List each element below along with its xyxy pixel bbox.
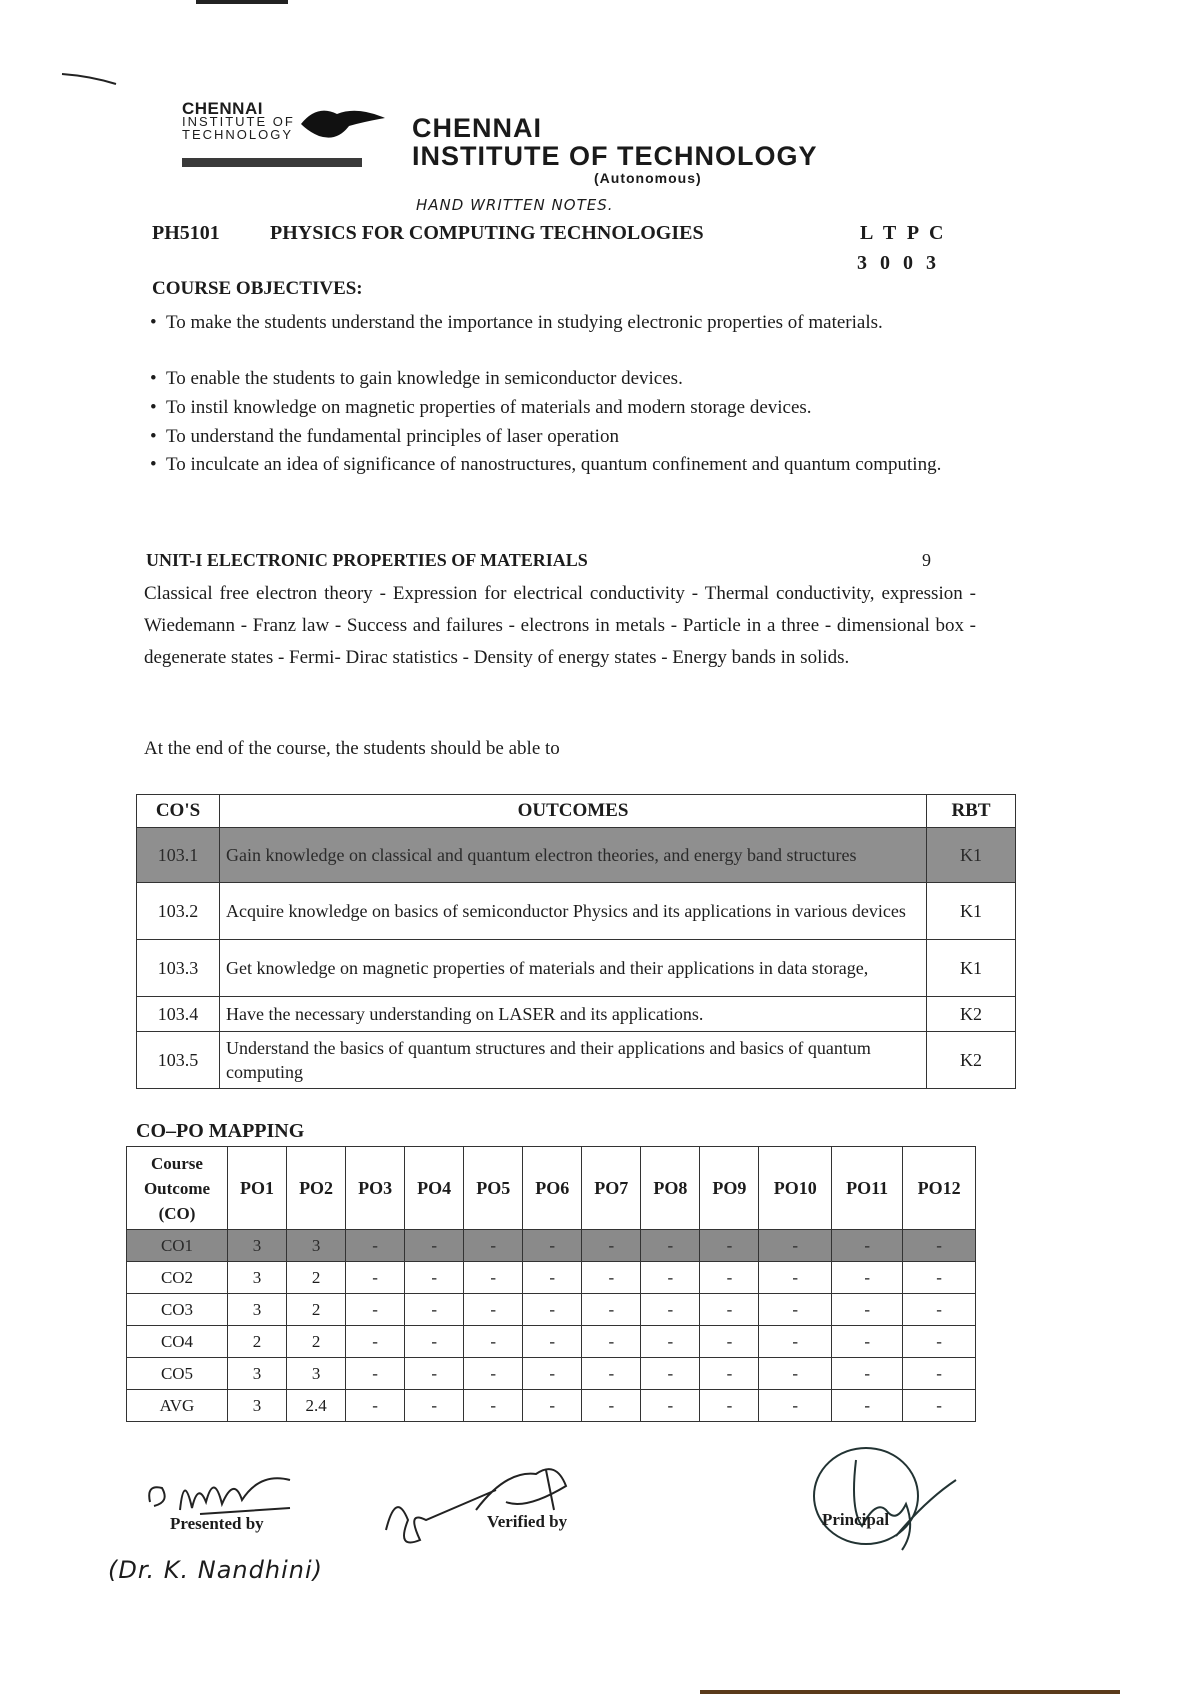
mapping-value-cell: - [903, 1390, 976, 1422]
mapping-value-cell: - [464, 1230, 523, 1262]
mapping-value-cell: - [405, 1230, 464, 1262]
outcomes-header-row [137, 795, 1016, 828]
header-rbt: RBT [927, 795, 1016, 828]
mapping-value-cell: - [759, 1326, 832, 1358]
header-po: PO8 [641, 1147, 700, 1230]
outcome-cell: Get knowledge on magnetic properties of materials and their applications in data storage, [220, 940, 927, 997]
mapping-value-cell: - [700, 1294, 759, 1326]
outcome-row [137, 1032, 1016, 1089]
outcome-cell: Have the necessary understanding on LASER and its applications. [220, 997, 927, 1032]
mapping-value-cell: - [903, 1262, 976, 1294]
header-po: PO10 [759, 1147, 832, 1230]
mapping-value-cell: - [346, 1294, 405, 1326]
mapping-value-cell: - [523, 1390, 582, 1422]
mapping-value-cell: - [759, 1358, 832, 1390]
mapping-value-cell: - [759, 1390, 832, 1422]
header-po: PO4 [405, 1147, 464, 1230]
bird-logo-icon [297, 102, 389, 146]
mapping-value-cell: - [759, 1230, 832, 1262]
mapping-value-cell: - [405, 1262, 464, 1294]
outcomes-intro: At the end of the course, the students should be able to [144, 738, 560, 759]
mapping-value-cell: - [641, 1294, 700, 1326]
mapping-value-cell: 2 [287, 1326, 346, 1358]
mapping-row [127, 1358, 976, 1390]
mapping-value-cell: - [346, 1262, 405, 1294]
mapping-value-cell: - [346, 1326, 405, 1358]
presented-by-label: Presented by [170, 1514, 264, 1533]
mapping-value-cell: - [641, 1262, 700, 1294]
header-po: PO3 [346, 1147, 405, 1230]
mapping-value-cell: 3 [228, 1262, 287, 1294]
mapping-value-cell: - [582, 1230, 641, 1262]
presenter-signature [140, 1462, 310, 1522]
mapping-co-cell: CO2 [127, 1262, 228, 1294]
outcome-cell: Acquire knowledge on basics of semiconductor Physics and its applications in various devices [220, 883, 927, 940]
mapping-row [127, 1230, 976, 1262]
mapping-value-cell: - [405, 1358, 464, 1390]
institute-name-line2: INSTITUTE OF TECHNOLOGY [412, 141, 818, 171]
mapping-value-cell: 3 [228, 1390, 287, 1422]
mapping-value-cell: 2.4 [287, 1390, 346, 1422]
mapping-value-cell: - [464, 1390, 523, 1422]
header-po: PO7 [582, 1147, 641, 1230]
scan-mark-bottom [700, 1690, 1120, 1694]
objectives-heading: COURSE OBJECTIVES: [152, 278, 363, 299]
objective-item: • To inculcate an idea of significance of nanostructures, quantum confinement and quantum computing. [150, 454, 942, 475]
header-po: PO2 [287, 1147, 346, 1230]
mapping-value-cell: - [700, 1358, 759, 1390]
mapping-value-cell: - [832, 1390, 903, 1422]
outcome-row [137, 997, 1016, 1032]
mapping-value-cell: 2 [287, 1294, 346, 1326]
outcomes-table [136, 794, 1016, 1089]
mapping-value-cell: - [405, 1294, 464, 1326]
header-po: PO9 [700, 1147, 759, 1230]
outcome-row [137, 828, 1016, 883]
objective-item: • To enable the students to gain knowledge in semiconductor devices. [150, 368, 683, 389]
logo-text-3: TECHNOLOGY [182, 127, 294, 142]
mapping-value-cell: - [641, 1230, 700, 1262]
mapping-value-cell: - [700, 1230, 759, 1262]
mapping-value-cell: - [832, 1326, 903, 1358]
header-po: PO1 [228, 1147, 287, 1230]
header-cos: CO'S [137, 795, 220, 828]
handwritten-note: HAND WRITTEN NOTES. [416, 196, 614, 214]
objective-item: • To instil knowledge on magnetic properties of materials and modern storage devices. [150, 397, 812, 418]
mapping-value-cell: - [523, 1262, 582, 1294]
unit-hours: 9 [922, 550, 931, 570]
co-cell: 103.3 [137, 940, 220, 997]
mapping-value-cell: 2 [287, 1262, 346, 1294]
mapping-value-cell: - [464, 1294, 523, 1326]
mapping-value-cell: - [464, 1358, 523, 1390]
outcome-cell: Gain knowledge on classical and quantum electron theories, and energy band structures [220, 828, 927, 883]
mapping-row [127, 1390, 976, 1422]
verified-by-label: Verified by [487, 1512, 568, 1531]
outcome-row [137, 940, 1016, 997]
mapping-value-cell: 3 [228, 1358, 287, 1390]
co-cell: 103.1 [137, 828, 220, 883]
mapping-value-cell: - [405, 1326, 464, 1358]
objective-item: • To understand the fundamental principles of laser operation [150, 426, 619, 447]
mapping-value-cell: - [700, 1390, 759, 1422]
course-title: PHYSICS FOR COMPUTING TECHNOLOGIES [270, 222, 704, 244]
mapping-co-cell: AVG [127, 1390, 228, 1422]
mapping-value-cell: - [405, 1390, 464, 1422]
institute-name-line1: CHENNAI [412, 113, 543, 143]
header-po: PO5 [464, 1147, 523, 1230]
mapping-value-cell: - [832, 1294, 903, 1326]
header-course-outcome: Course Outcome (CO) [127, 1147, 228, 1230]
mapping-value-cell: - [523, 1326, 582, 1358]
mapping-value-cell: - [523, 1294, 582, 1326]
mapping-value-cell: 3 [228, 1294, 287, 1326]
mapping-value-cell: - [346, 1390, 405, 1422]
mapping-value-cell: - [523, 1230, 582, 1262]
mapping-value-cell: - [700, 1262, 759, 1294]
mapping-value-cell: - [582, 1294, 641, 1326]
mapping-co-cell: CO5 [127, 1358, 228, 1390]
mapping-value-cell: - [346, 1230, 405, 1262]
verifier-signature [376, 1450, 606, 1560]
rbt-cell: K1 [927, 828, 1016, 883]
header-po: PO6 [523, 1147, 582, 1230]
objective-item: • To make the students understand the importance in studying electronic properties of materials. [150, 312, 883, 333]
mapping-value-cell: - [903, 1230, 976, 1262]
scan-mark-top [196, 0, 288, 4]
mapping-heading: CO–PO MAPPING [136, 1120, 305, 1142]
mapping-value-cell: - [832, 1262, 903, 1294]
mapping-value-cell: - [903, 1294, 976, 1326]
institute-logo [182, 99, 382, 172]
header-po: PO11 [832, 1147, 903, 1230]
mapping-value-cell: 3 [287, 1358, 346, 1390]
mapping-value-cell: 3 [228, 1230, 287, 1262]
unit-body: Classical free electron theory - Expression for electrical conductivity - Thermal conductivity, expression - Wiedemann - Franz law - Success and failures - electrons in metals - Particle in a three - dimensional box - degenerate states - Fermi- Dirac statistics - Density of energy states - Energy bands in solids. [144, 583, 976, 668]
mapping-value-cell: - [641, 1390, 700, 1422]
scan-mark-left [60, 68, 120, 88]
presenter-name: (Dr. K. Nandhini) [108, 1556, 323, 1584]
logo-text-1: CHENNAI [182, 99, 263, 118]
mapping-value-cell: - [700, 1326, 759, 1358]
course-code: PH5101 [152, 222, 220, 244]
ltpc-values: 3 0 0 3 [857, 252, 940, 274]
mapping-row [127, 1262, 976, 1294]
mapping-row [127, 1326, 976, 1358]
principal-label: Principal [822, 1510, 890, 1529]
mapping-value-cell: - [759, 1294, 832, 1326]
header-po: PO12 [903, 1147, 976, 1230]
mapping-value-cell: - [832, 1230, 903, 1262]
mapping-value-cell: - [641, 1358, 700, 1390]
principal-signature [806, 1440, 966, 1560]
mapping-value-cell: - [759, 1262, 832, 1294]
outcome-cell: Understand the basics of quantum structures and their applications and basics of quantum computing [220, 1032, 927, 1089]
ltpc-label: L T P C [860, 222, 947, 244]
mapping-header-row [127, 1147, 976, 1230]
mapping-value-cell: - [903, 1358, 976, 1390]
mapping-row [127, 1294, 976, 1326]
mapping-co-cell: CO4 [127, 1326, 228, 1358]
mapping-value-cell: - [903, 1326, 976, 1358]
mapping-value-cell: - [582, 1262, 641, 1294]
mapping-value-cell: 2 [228, 1326, 287, 1358]
rbt-cell: K1 [927, 883, 1016, 940]
institute-name [412, 114, 818, 186]
outcome-row [137, 883, 1016, 940]
mapping-co-cell: CO3 [127, 1294, 228, 1326]
co-cell: 103.2 [137, 883, 220, 940]
mapping-value-cell: - [641, 1326, 700, 1358]
mapping-co-cell: CO1 [127, 1230, 228, 1262]
rbt-cell: K2 [927, 1032, 1016, 1089]
mapping-value-cell: - [523, 1358, 582, 1390]
co-po-mapping-table [126, 1146, 976, 1422]
co-cell: 103.4 [137, 997, 220, 1032]
institute-status: (Autonomous) [594, 170, 702, 186]
mapping-value-cell: - [464, 1262, 523, 1294]
mapping-value-cell: - [582, 1390, 641, 1422]
rbt-cell: K2 [927, 997, 1016, 1032]
mapping-value-cell: - [582, 1326, 641, 1358]
rbt-cell: K1 [927, 940, 1016, 997]
mapping-value-cell: - [346, 1358, 405, 1390]
mapping-value-cell: - [832, 1358, 903, 1390]
header-outcomes: OUTCOMES [220, 795, 927, 828]
co-cell: 103.5 [137, 1032, 220, 1089]
mapping-value-cell: 3 [287, 1230, 346, 1262]
unit-heading: UNIT-I ELECTRONIC PROPERTIES OF MATERIALS [146, 550, 588, 570]
logo-text-2: INSTITUTE OF [182, 114, 295, 129]
mapping-value-cell: - [582, 1358, 641, 1390]
logo-strip [182, 158, 362, 167]
mapping-value-cell: - [464, 1326, 523, 1358]
